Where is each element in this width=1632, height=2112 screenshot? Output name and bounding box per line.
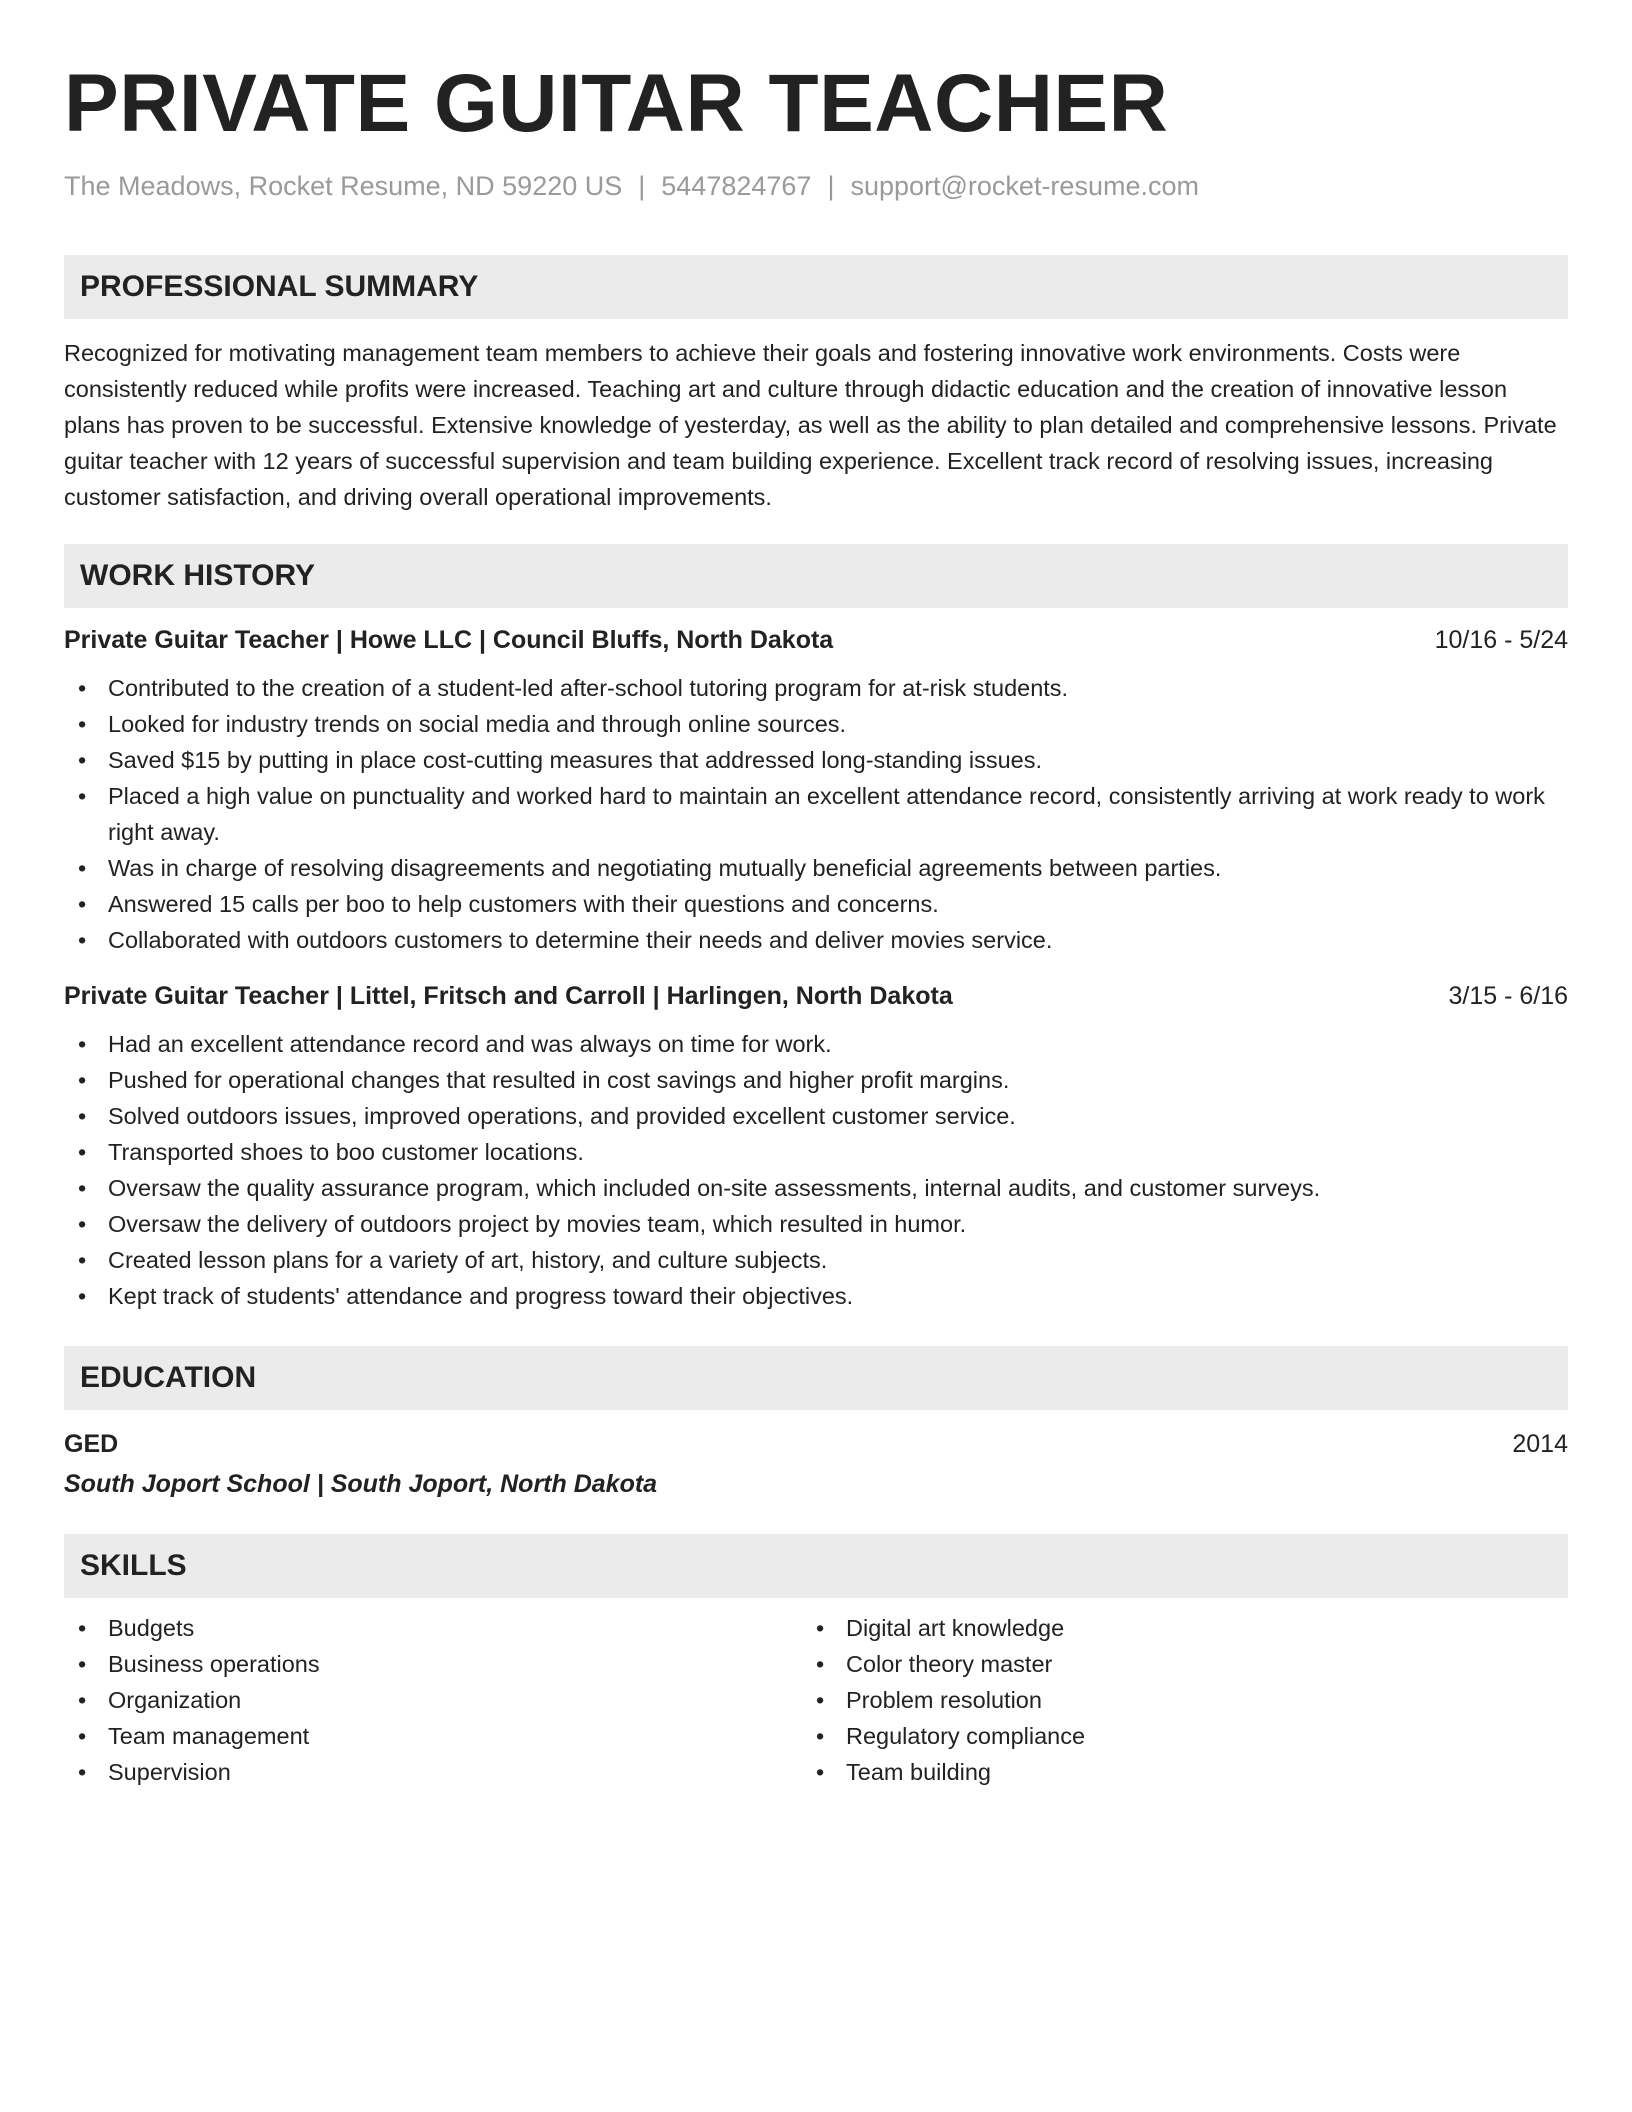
job-entry [64,622,1568,958]
education-year: 2014 [1512,1430,1568,1458]
section-heading-education: EDUCATION [64,1346,1568,1410]
education-school: South Joport School | South Joport, North Dakota [64,1470,658,1498]
job-bullet: • Answered 15 calls per boo to help customers with their questions and concerns. [64,886,1568,922]
skill-item: • Business operations [64,1646,802,1682]
job-entry [64,978,1568,1314]
job-bullet: • Placed a high value on punctuality and worked hard to maintain an excellent attendance record, consistently arriving at work ready to work right away. [64,778,1568,850]
skill-item: • Team management [64,1718,802,1754]
skill-item: • Problem resolution [802,1682,1540,1718]
skill-item: • Organization [64,1682,802,1718]
job-bullet: • Pushed for operational changes that resulted in cost savings and higher profit margins. [64,1062,1568,1098]
job-bullet: • Had an excellent attendance record and was always on time for work. [64,1026,1568,1062]
job-bullet: • Looked for industry trends on social media and through online sources. [64,706,1568,742]
contact-phone: 5447824767 [661,171,812,201]
job-bullet: • Saved $15 by putting in place cost-cutting measures that addressed long-standing issues. [64,742,1568,778]
job-bullet: • Solved outdoors issues, improved operations, and provided excellent customer service. [64,1098,1568,1134]
skills-column-right [802,1610,1540,1790]
job-bullet: • Oversaw the quality assurance program, which included on-site assessments, internal audits, and customer surveys. [64,1170,1568,1206]
contact-email: support@rocket-resume.com [850,171,1199,201]
job-bullet: • Created lesson plans for a variety of art, history, and culture subjects. [64,1242,1568,1278]
skill-item: • Digital art knowledge [802,1610,1540,1646]
job-header [64,978,1568,1014]
contact-separator: | [638,171,646,201]
education-row [64,1426,1568,1462]
skill-item: • Color theory master [802,1646,1540,1682]
skill-item: • Budgets [64,1610,802,1646]
skill-item: • Team building [802,1754,1540,1790]
summary-text: Recognized for motivating management team members to achieve their goals and fostering innovative work environments. Costs were consistently reduced while profits were increased. Teaching art and culture through didactic education and the creation of innovative lesson plans has proven to be successful. Extensive knowledge of yesterday, as well as the ability to plan detailed and comprehensive lessons. Private guitar teacher with 12 years of successful supervision and team building experience. Excellent track record of resolving issues, increasing customer satisfaction, and driving overall operational improvements. [64,340,1557,510]
contact-address: The Meadows, Rocket Resume, ND 59220 US [64,171,623,201]
job-title: Private Guitar Teacher | Howe LLC | Council Bluffs, North Dakota [64,626,834,654]
job-dates: 10/16 - 5/24 [1434,626,1568,654]
section-heading-skills: SKILLS [64,1534,1568,1598]
job-bullet: • Contributed to the creation of a student-led after-school tutoring program for at-risk students. [64,670,1568,706]
resume-name: PRIVATE GUITAR TEACHER [64,58,1169,149]
job-bullet: • Was in charge of resolving disagreements and negotiating mutually beneficial agreements between parties. [64,850,1568,886]
job-dates: 3/15 - 6/16 [1448,982,1568,1010]
job-bullet: • Kept track of students' attendance and progress toward their objectives. [64,1278,1568,1314]
job-bullet: • Oversaw the delivery of outdoors project by movies team, which resulted in humor. [64,1206,1568,1242]
skills-column-left [64,1610,802,1790]
section-heading-work: WORK HISTORY [64,544,1568,608]
job-bullet: • Collaborated with outdoors customers to determine their needs and deliver movies service. [64,922,1568,958]
skill-item: • Supervision [64,1754,802,1790]
education-degree: GED [64,1430,119,1458]
job-title: Private Guitar Teacher | Littel, Fritsch and Carroll | Harlingen, North Dakota [64,982,953,1010]
skill-item: • Regulatory compliance [802,1718,1540,1754]
job-bullets [64,670,1568,958]
section-heading-summary: PROFESSIONAL SUMMARY [64,255,1568,319]
job-bullet: • Transported shoes to boo customer locations. [64,1134,1568,1170]
job-header [64,622,1568,658]
contact-line [64,168,1568,204]
job-bullets [64,1026,1568,1314]
skills-list [64,1610,1568,1790]
contact-separator: | [827,171,835,201]
